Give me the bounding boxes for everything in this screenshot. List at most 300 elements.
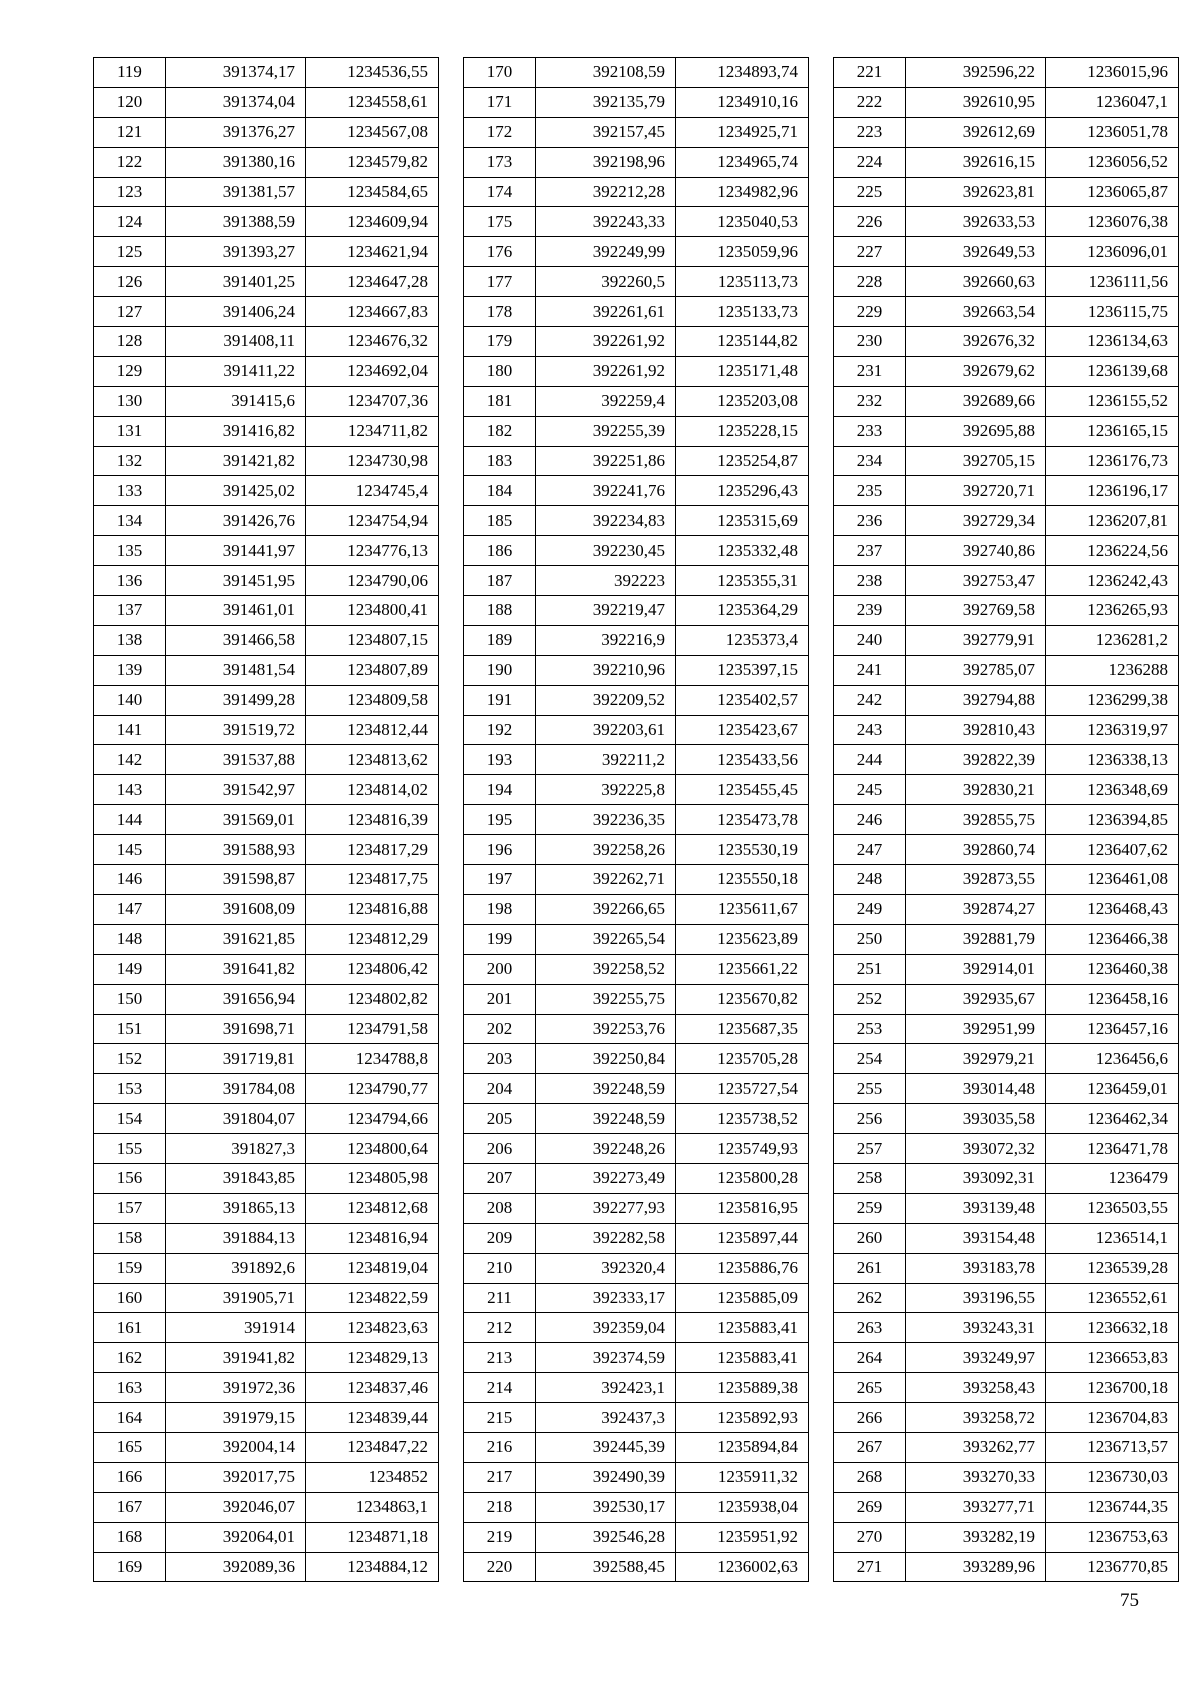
point-number-cell: 195 [464,805,536,835]
y-coordinate-cell: 1234925,71 [676,117,809,147]
y-coordinate-cell: 1234816,94 [306,1223,439,1253]
table-row [834,984,1179,1014]
table-row [94,267,439,297]
y-coordinate-cell: 1234609,94 [306,207,439,237]
y-coordinate-cell: 1236348,69 [1046,775,1179,805]
table-row [94,356,439,386]
x-coordinate-cell: 392914,01 [906,954,1046,984]
x-coordinate-cell: 392212,28 [536,177,676,207]
x-coordinate-cell: 392225,8 [536,775,676,805]
x-coordinate-cell: 391621,85 [166,924,306,954]
y-coordinate-cell: 1235705,28 [676,1044,809,1074]
table-row [94,506,439,536]
table-row [464,327,809,357]
y-coordinate-cell: 1236281,2 [1046,625,1179,655]
y-coordinate-cell: 1234800,41 [306,596,439,626]
x-coordinate-cell: 392490,39 [536,1462,676,1492]
point-number-cell: 199 [464,924,536,954]
y-coordinate-cell: 1235894,84 [676,1432,809,1462]
point-number-cell: 131 [94,416,166,446]
x-coordinate-cell: 392266,65 [536,894,676,924]
x-coordinate-cell: 392753,47 [906,566,1046,596]
x-coordinate-cell: 392209,52 [536,685,676,715]
point-number-cell: 194 [464,775,536,805]
y-coordinate-cell: 1234910,16 [676,87,809,117]
point-number-cell: 253 [834,1014,906,1044]
x-coordinate-cell: 393243,31 [906,1313,1046,1343]
x-coordinate-cell: 392249,99 [536,237,676,267]
x-coordinate-cell: 391892,6 [166,1253,306,1283]
y-coordinate-cell: 1235254,87 [676,446,809,476]
table-row [464,566,809,596]
x-coordinate-cell: 392282,58 [536,1223,676,1253]
x-coordinate-cell: 391388,59 [166,207,306,237]
y-coordinate-cell: 1236051,78 [1046,117,1179,147]
x-coordinate-cell: 392216,9 [536,625,676,655]
point-number-cell: 239 [834,596,906,626]
y-coordinate-cell: 1236460,38 [1046,954,1179,984]
x-coordinate-cell: 392530,17 [536,1492,676,1522]
table-row [94,984,439,1014]
table-row [94,894,439,924]
table-row [834,1223,1179,1253]
y-coordinate-cell: 1234647,28 [306,267,439,297]
table-row [834,1044,1179,1074]
table-row [834,1014,1179,1044]
point-number-cell: 132 [94,446,166,476]
y-coordinate-cell: 1236076,38 [1046,207,1179,237]
point-number-cell: 162 [94,1343,166,1373]
table-row [834,87,1179,117]
table-row [834,954,1179,984]
y-coordinate-cell: 1236458,16 [1046,984,1179,1014]
point-number-cell: 259 [834,1193,906,1223]
table-row [94,775,439,805]
point-number-cell: 244 [834,745,906,775]
x-coordinate-cell: 391441,97 [166,536,306,566]
y-coordinate-cell: 1235886,76 [676,1253,809,1283]
table-row [464,954,809,984]
x-coordinate-cell: 391393,27 [166,237,306,267]
y-coordinate-cell: 1235455,45 [676,775,809,805]
table-row [834,446,1179,476]
y-coordinate-cell: 1235727,54 [676,1074,809,1104]
table-row [834,1373,1179,1403]
x-coordinate-cell: 392612,69 [906,117,1046,147]
point-number-cell: 153 [94,1074,166,1104]
x-coordinate-cell: 393196,55 [906,1283,1046,1313]
point-number-cell: 198 [464,894,536,924]
table-row [94,1492,439,1522]
y-coordinate-cell: 1235883,41 [676,1343,809,1373]
point-number-cell: 242 [834,685,906,715]
point-number-cell: 165 [94,1432,166,1462]
x-coordinate-cell: 392273,49 [536,1163,676,1193]
y-coordinate-cell: 1234776,13 [306,536,439,566]
y-coordinate-cell: 1234788,8 [306,1044,439,1074]
point-number-cell: 220 [464,1552,536,1582]
x-coordinate-cell: 391415,6 [166,386,306,416]
table-row [834,865,1179,895]
table-row [464,1044,809,1074]
table-row [464,745,809,775]
y-coordinate-cell: 1235951,92 [676,1522,809,1552]
table-row [94,207,439,237]
table-row [94,1313,439,1343]
table-row [464,1193,809,1223]
point-number-cell: 271 [834,1552,906,1582]
point-number-cell: 225 [834,177,906,207]
y-coordinate-cell: 1236096,01 [1046,237,1179,267]
x-coordinate-cell: 391598,87 [166,865,306,895]
x-coordinate-cell: 392198,96 [536,147,676,177]
y-coordinate-cell: 1235816,95 [676,1193,809,1223]
y-coordinate-cell: 1236459,01 [1046,1074,1179,1104]
x-coordinate-cell: 392243,33 [536,207,676,237]
point-number-cell: 234 [834,446,906,476]
y-coordinate-cell: 1236632,18 [1046,1313,1179,1343]
point-number-cell: 175 [464,207,536,237]
point-number-cell: 212 [464,1313,536,1343]
x-coordinate-cell: 391451,95 [166,566,306,596]
x-coordinate-cell: 393092,31 [906,1163,1046,1193]
x-coordinate-cell: 392135,79 [536,87,676,117]
table-row [94,596,439,626]
table-row [834,476,1179,506]
point-number-cell: 245 [834,775,906,805]
y-coordinate-cell: 1235661,22 [676,954,809,984]
y-coordinate-cell: 1236002,63 [676,1552,809,1582]
table-row [464,1074,809,1104]
x-coordinate-cell: 391865,13 [166,1193,306,1223]
table-row [834,775,1179,805]
y-coordinate-cell: 1234982,96 [676,177,809,207]
x-coordinate-cell: 392695,88 [906,416,1046,446]
table-row [834,924,1179,954]
x-coordinate-cell: 392259,4 [536,386,676,416]
point-number-cell: 161 [94,1313,166,1343]
point-number-cell: 221 [834,58,906,88]
y-coordinate-cell: 1236299,38 [1046,685,1179,715]
point-number-cell: 233 [834,416,906,446]
y-coordinate-cell: 1236265,93 [1046,596,1179,626]
point-number-cell: 140 [94,685,166,715]
point-number-cell: 250 [834,924,906,954]
table-row [834,596,1179,626]
x-coordinate-cell: 391426,76 [166,506,306,536]
y-coordinate-cell: 1236514,1 [1046,1223,1179,1253]
y-coordinate-cell: 1235530,19 [676,835,809,865]
x-coordinate-cell: 392660,63 [906,267,1046,297]
point-number-cell: 119 [94,58,166,88]
y-coordinate-cell: 1235749,93 [676,1134,809,1164]
x-coordinate-cell: 392740,86 [906,536,1046,566]
point-number-cell: 142 [94,745,166,775]
y-coordinate-cell: 1236155,52 [1046,386,1179,416]
point-number-cell: 203 [464,1044,536,1074]
y-coordinate-cell: 1236471,78 [1046,1134,1179,1164]
table-row [94,1552,439,1582]
y-coordinate-cell: 1235355,31 [676,566,809,596]
table-row [834,1283,1179,1313]
y-coordinate-cell: 1235228,15 [676,416,809,446]
point-number-cell: 176 [464,237,536,267]
y-coordinate-cell: 1234839,44 [306,1403,439,1433]
point-number-cell: 196 [464,835,536,865]
point-number-cell: 254 [834,1044,906,1074]
table-row [94,416,439,446]
x-coordinate-cell: 391588,93 [166,835,306,865]
x-coordinate-cell: 392860,74 [906,835,1046,865]
point-number-cell: 200 [464,954,536,984]
y-coordinate-cell: 1234837,46 [306,1373,439,1403]
table-row [834,1313,1179,1343]
point-number-cell: 208 [464,1193,536,1223]
table-row [464,1134,809,1164]
y-coordinate-cell: 1234816,39 [306,805,439,835]
y-coordinate-cell: 1236730,03 [1046,1462,1179,1492]
x-coordinate-cell: 391416,82 [166,416,306,446]
y-coordinate-cell: 1235059,96 [676,237,809,267]
point-number-cell: 174 [464,177,536,207]
x-coordinate-cell: 392241,76 [536,476,676,506]
y-coordinate-cell: 1235332,48 [676,536,809,566]
point-number-cell: 188 [464,596,536,626]
point-number-cell: 218 [464,1492,536,1522]
y-coordinate-cell: 1236479 [1046,1163,1179,1193]
point-number-cell: 231 [834,356,906,386]
table-row [834,1104,1179,1134]
y-coordinate-cell: 1236700,18 [1046,1373,1179,1403]
table-row [94,117,439,147]
point-number-cell: 145 [94,835,166,865]
point-number-cell: 138 [94,625,166,655]
y-coordinate-cell: 1234676,32 [306,327,439,357]
y-coordinate-cell: 1235373,4 [676,625,809,655]
x-coordinate-cell: 392234,83 [536,506,676,536]
point-number-cell: 144 [94,805,166,835]
x-coordinate-cell: 392064,01 [166,1522,306,1552]
y-coordinate-cell: 1235550,18 [676,865,809,895]
y-coordinate-cell: 1236056,52 [1046,147,1179,177]
y-coordinate-cell: 1236065,87 [1046,177,1179,207]
point-number-cell: 266 [834,1403,906,1433]
y-coordinate-cell: 1234730,98 [306,446,439,476]
y-coordinate-cell: 1236015,96 [1046,58,1179,88]
point-number-cell: 228 [834,267,906,297]
point-number-cell: 222 [834,87,906,117]
y-coordinate-cell: 1236338,13 [1046,745,1179,775]
y-coordinate-cell: 1236466,38 [1046,924,1179,954]
y-coordinate-cell: 1234806,42 [306,954,439,984]
table-row [464,267,809,297]
x-coordinate-cell: 392250,84 [536,1044,676,1074]
x-coordinate-cell: 392230,45 [536,536,676,566]
table-row [834,715,1179,745]
x-coordinate-cell: 391421,82 [166,446,306,476]
point-number-cell: 125 [94,237,166,267]
point-number-cell: 216 [464,1432,536,1462]
x-coordinate-cell: 392616,15 [906,147,1046,177]
x-coordinate-cell: 391380,16 [166,147,306,177]
point-number-cell: 261 [834,1253,906,1283]
table-row [94,1014,439,1044]
x-coordinate-cell: 392649,53 [906,237,1046,267]
x-coordinate-cell: 391698,71 [166,1014,306,1044]
point-number-cell: 249 [834,894,906,924]
y-coordinate-cell: 1236319,97 [1046,715,1179,745]
table-row [464,476,809,506]
x-coordinate-cell: 392623,81 [906,177,1046,207]
x-coordinate-cell: 393014,48 [906,1074,1046,1104]
point-number-cell: 178 [464,297,536,327]
table-row [464,87,809,117]
table-row [94,1163,439,1193]
y-coordinate-cell: 1236503,55 [1046,1193,1179,1223]
table-row [464,117,809,147]
table-row [94,1253,439,1283]
x-coordinate-cell: 392588,45 [536,1552,676,1582]
point-number-cell: 120 [94,87,166,117]
point-number-cell: 232 [834,386,906,416]
point-number-cell: 214 [464,1373,536,1403]
y-coordinate-cell: 1234884,12 [306,1552,439,1582]
y-coordinate-cell: 1234667,83 [306,297,439,327]
x-coordinate-cell: 392261,92 [536,356,676,386]
y-coordinate-cell: 1235897,44 [676,1223,809,1253]
y-coordinate-cell: 1236462,34 [1046,1104,1179,1134]
point-number-cell: 269 [834,1492,906,1522]
table-row [464,1223,809,1253]
table-row [94,386,439,416]
y-coordinate-cell: 1235171,48 [676,356,809,386]
point-number-cell: 227 [834,237,906,267]
table-row [464,416,809,446]
y-coordinate-cell: 1236176,73 [1046,446,1179,476]
point-number-cell: 170 [464,58,536,88]
y-coordinate-cell: 1236407,62 [1046,835,1179,865]
x-coordinate-cell: 392794,88 [906,685,1046,715]
x-coordinate-cell: 391804,07 [166,1104,306,1134]
x-coordinate-cell: 392679,62 [906,356,1046,386]
point-number-cell: 127 [94,297,166,327]
point-number-cell: 124 [94,207,166,237]
table-row [464,1432,809,1462]
point-number-cell: 191 [464,685,536,715]
table-row [834,147,1179,177]
x-coordinate-cell: 392689,66 [906,386,1046,416]
point-number-cell: 223 [834,117,906,147]
point-number-cell: 247 [834,835,906,865]
y-coordinate-cell: 1235364,29 [676,596,809,626]
point-number-cell: 180 [464,356,536,386]
point-number-cell: 141 [94,715,166,745]
point-number-cell: 236 [834,506,906,536]
x-coordinate-cell: 391941,82 [166,1343,306,1373]
coordinate-table-3 [833,57,1179,1582]
x-coordinate-cell: 391827,3 [166,1134,306,1164]
x-coordinate-cell: 391408,11 [166,327,306,357]
table-row [834,327,1179,357]
table-row [834,1074,1179,1104]
table-row [464,1552,809,1582]
x-coordinate-cell: 392157,45 [536,117,676,147]
x-coordinate-cell: 391656,94 [166,984,306,1014]
y-coordinate-cell: 1235203,08 [676,386,809,416]
point-number-cell: 264 [834,1343,906,1373]
point-number-cell: 206 [464,1134,536,1164]
point-number-cell: 211 [464,1283,536,1313]
point-number-cell: 146 [94,865,166,895]
y-coordinate-cell: 1234812,44 [306,715,439,745]
table-row [834,1163,1179,1193]
y-coordinate-cell: 1234847,22 [306,1432,439,1462]
point-number-cell: 215 [464,1403,536,1433]
point-number-cell: 156 [94,1163,166,1193]
point-number-cell: 172 [464,117,536,147]
y-coordinate-cell: 1234893,74 [676,58,809,88]
y-coordinate-cell: 1236165,15 [1046,416,1179,446]
x-coordinate-cell: 392236,35 [536,805,676,835]
x-coordinate-cell: 391843,85 [166,1163,306,1193]
point-number-cell: 128 [94,327,166,357]
table-row [94,87,439,117]
point-number-cell: 177 [464,267,536,297]
y-coordinate-cell: 1234813,62 [306,745,439,775]
x-coordinate-cell: 391406,24 [166,297,306,327]
y-coordinate-cell: 1235040,53 [676,207,809,237]
table-row [834,1343,1179,1373]
x-coordinate-cell: 391481,54 [166,655,306,685]
table-row [464,446,809,476]
y-coordinate-cell: 1235144,82 [676,327,809,357]
table-row [834,386,1179,416]
point-number-cell: 164 [94,1403,166,1433]
point-number-cell: 166 [94,1462,166,1492]
y-coordinate-cell: 1236288 [1046,655,1179,685]
table-row [94,1223,439,1253]
table-row [94,924,439,954]
x-coordinate-cell: 393035,58 [906,1104,1046,1134]
y-coordinate-cell: 1236552,61 [1046,1283,1179,1313]
x-coordinate-cell: 392255,75 [536,984,676,1014]
y-coordinate-cell: 1235133,73 [676,297,809,327]
x-coordinate-cell: 393262,77 [906,1432,1046,1462]
table-row [94,327,439,357]
y-coordinate-cell: 1236770,85 [1046,1552,1179,1582]
y-coordinate-cell: 1234817,29 [306,835,439,865]
y-coordinate-cell: 1235397,15 [676,655,809,685]
x-coordinate-cell: 392729,34 [906,506,1046,536]
x-coordinate-cell: 391401,25 [166,267,306,297]
point-number-cell: 139 [94,655,166,685]
point-number-cell: 210 [464,1253,536,1283]
table-row [464,536,809,566]
x-coordinate-cell: 393289,96 [906,1552,1046,1582]
y-coordinate-cell: 1234692,04 [306,356,439,386]
x-coordinate-cell: 393258,43 [906,1373,1046,1403]
point-number-cell: 207 [464,1163,536,1193]
point-number-cell: 150 [94,984,166,1014]
table-row [94,237,439,267]
table-row [834,1462,1179,1492]
point-number-cell: 157 [94,1193,166,1223]
table-row [94,1193,439,1223]
table-row [464,865,809,895]
x-coordinate-cell: 391905,71 [166,1283,306,1313]
point-number-cell: 190 [464,655,536,685]
point-number-cell: 248 [834,865,906,895]
